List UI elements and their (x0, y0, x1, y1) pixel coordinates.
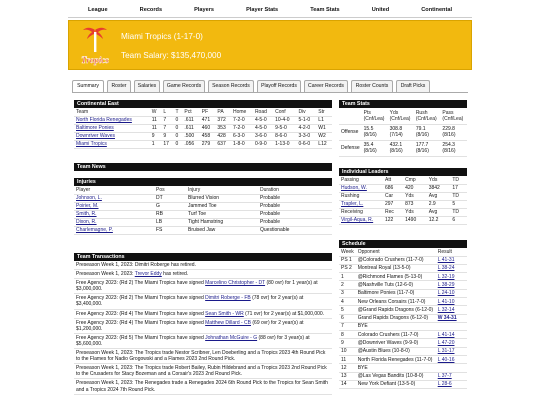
player-link[interactable]: Charlemagne, P. (76, 226, 113, 233)
transactions-panel (74, 253, 332, 395)
cell: New York Defiant (13-5-0) (356, 380, 436, 388)
table-row (74, 210, 332, 218)
team-stats-title: Team Stats (339, 100, 467, 108)
cell: 686 (383, 184, 403, 192)
transaction-text: Free Agency 2023: (Rd 5) The Miami Tropics have signed (76, 334, 206, 341)
cell (436, 322, 467, 330)
injuries-table (74, 186, 332, 235)
col-header: Car (383, 192, 403, 200)
cell: @Austin Blues (10-8-0) (356, 347, 436, 355)
cell: Jammed Toe (186, 202, 258, 210)
col-header: Injury (186, 186, 258, 194)
cell: .500 (182, 132, 199, 140)
cell: 308.8 (7/14) (388, 124, 414, 140)
cell: 432.1 (8/16) (388, 140, 414, 156)
col-header: Result (436, 248, 467, 256)
table-row (339, 140, 467, 156)
player-link[interactable]: Hudson, W. (341, 184, 367, 191)
nav-player-stats[interactable]: Player Stats (246, 7, 279, 13)
cell: Tight Hamstring (186, 218, 258, 226)
transaction-text: (71 ovr) for 2 year(s) at $1,000,000. (243, 310, 325, 317)
cell: 12 (339, 364, 356, 372)
col-header: TD (450, 176, 467, 184)
col-header: L (161, 108, 173, 116)
cell: Grand Rapids Dragons (6-12-0) (356, 314, 436, 322)
cell: 13 (339, 372, 356, 380)
table-row (339, 314, 467, 322)
cell: Defense (339, 140, 362, 156)
col-header: TD (450, 208, 467, 216)
cell: @Colorado Crushers (11-7-0) (356, 256, 436, 264)
cell: .056 (182, 140, 199, 148)
cell: 10 (339, 347, 356, 355)
standings-panel (74, 100, 332, 149)
cell: 122 (383, 216, 403, 224)
leader-category: Receiving (339, 208, 383, 216)
cell: 428 (215, 132, 231, 140)
tab-playoff-records[interactable]: Playoff Records (257, 80, 301, 92)
schedule-title: Schedule (339, 240, 467, 248)
cell: @Grand Rapids Dragons (6-12-0) (356, 306, 436, 314)
col-header: Duration (258, 186, 332, 194)
cell: 3-6-0 (253, 132, 273, 140)
cell: Baltimore Ponies (11-7-0) (356, 289, 436, 297)
cell: 14 (339, 380, 356, 388)
transaction-text: Free Agency 2023: (Rd 4) The Miami Tropics have signed (76, 319, 206, 326)
transaction-text: Preseason Week 1, 2023: The Tropics trade Robert Bailey, Rubin Hildebrand and a Tropics 2023 2nd Round Pick to the Crusaders for Stacy Bozeman and a Corsair's 2023 2nd Round Pick. (76, 365, 327, 378)
transaction-item (74, 364, 332, 379)
cell: DT (154, 194, 186, 202)
cell: North Florida Renegades (11-7-0) (356, 356, 436, 364)
cell: 1490 (403, 216, 427, 224)
cell: Probable (258, 210, 332, 218)
leader-category: Passing (339, 176, 383, 184)
cell: Blurred Vision (186, 194, 258, 202)
table-row (74, 194, 332, 202)
result-link[interactable]: L 32-14 (437, 306, 455, 313)
col-header: Div (296, 108, 316, 116)
transaction-text: Free Agency 2023: (Rd 2) The Miami Tropics have signed (76, 295, 206, 302)
col-header: Str (316, 108, 332, 116)
cell: 5-1-0 (296, 116, 316, 124)
transaction-item (74, 319, 332, 334)
col-header: PA (215, 108, 231, 116)
team-link[interactable]: Miami Tropics (76, 140, 107, 147)
cell: 7 (161, 124, 173, 132)
col-header: Yds (403, 208, 427, 216)
cell: 873 (403, 200, 427, 208)
col-header: Opponent (356, 248, 436, 256)
col-header: Pts (Cnf/Lea) (362, 108, 388, 124)
cell: 6 (339, 314, 356, 322)
cell: 4-5-0 (253, 124, 273, 132)
player-link[interactable]: Dimitri Roberge - FB (205, 295, 251, 302)
result-link[interactable]: L 38-29 (437, 281, 455, 288)
table-row (339, 264, 467, 272)
col-header: Rush (Cnf/Lea) (414, 108, 441, 124)
leaders-table (339, 176, 467, 225)
result-link[interactable]: W 34-31 (437, 315, 457, 322)
result-link[interactable]: L 24-10 (437, 290, 455, 297)
cell: 254.3 (8/16) (440, 140, 467, 156)
cell: 79.1 (8/16) (414, 124, 441, 140)
cell: 1-13-0 (273, 140, 296, 148)
cell: 5 (450, 200, 467, 208)
news-panel (74, 163, 332, 235)
tab-summary[interactable]: Summary (72, 80, 104, 92)
cell: 7-2-0 (231, 116, 253, 124)
nav-united[interactable]: United (371, 7, 390, 13)
transaction-text: Preseason Week 1, 2023: Dimitri Roberge has retired. (76, 262, 196, 268)
leader-category: Rushing (339, 192, 383, 200)
cell: 279 (200, 140, 216, 148)
cell: 5 (339, 306, 356, 314)
col-header: Avg (427, 192, 451, 200)
table-row (339, 339, 467, 347)
transaction-item (74, 379, 332, 394)
tab-game-records[interactable]: Game Records (163, 80, 205, 92)
cell: PS 2 (339, 264, 356, 272)
team-news-title: Team News (74, 163, 332, 171)
col-header: Week (341, 248, 354, 255)
transaction-item (74, 261, 332, 270)
cell: W1 (316, 124, 332, 132)
nav-players[interactable]: Players (194, 7, 215, 13)
top-nav (68, 4, 472, 18)
col-header: Pct (182, 108, 199, 116)
nav-team-stats[interactable]: Team Stats (310, 7, 340, 13)
cell: 637 (215, 140, 231, 148)
col-header: PF (200, 108, 216, 116)
cell: PS 1 (339, 256, 356, 264)
nav-league[interactable]: League (88, 7, 108, 13)
svg-text:Tropics: Tropics (81, 55, 109, 65)
cell: Offense (339, 124, 362, 140)
player-link[interactable]: Marcelino Christopher - DT (205, 280, 266, 287)
result-link[interactable]: L 37-7 (437, 373, 452, 380)
cell: RB (154, 210, 186, 218)
injuries-title: Injuries (74, 178, 332, 186)
table-row (339, 322, 467, 330)
tab-roster-counts[interactable]: Roster Counts (351, 80, 393, 92)
col-header: Rec (383, 208, 403, 216)
transaction-item (74, 310, 332, 319)
cell: 177.7 (8/16) (414, 140, 441, 156)
standings-title: Continental East (74, 100, 332, 108)
cell: 458 (200, 132, 216, 140)
cell: 10-4-0 (273, 116, 296, 124)
transaction-text: has retired. (161, 271, 189, 278)
table-row (339, 331, 467, 339)
col-header: Cmp (403, 176, 427, 184)
player-link[interactable]: Matthew Dillard - CB (205, 319, 251, 326)
table-row (339, 273, 467, 281)
cell: G (154, 202, 186, 210)
player-link[interactable]: Sean Smith - WR (205, 310, 244, 317)
cell: Questionable (258, 226, 332, 234)
cell: L1 (316, 116, 332, 124)
transaction-text: Free Agency 2023: (Rd 2) The Miami Tropics have signed (76, 280, 206, 287)
cell: 1 (150, 140, 162, 148)
cell: 9 (150, 132, 162, 140)
transaction-item (74, 294, 332, 309)
transaction-text: Preseason Week 1, 2023: The Tropics trade Nestor Scribner, Len Doeberling and a Tropics 2023 4th Round Pick to the Flames for Nadio Grogowski and a Flames 2023 2nd Round Pick. (76, 350, 326, 363)
cell (436, 364, 467, 372)
team-stats-panel (339, 100, 467, 157)
player-link[interactable]: Johnathan McGuire - G (205, 334, 258, 341)
cell: 0 (173, 140, 182, 148)
col-header (339, 108, 362, 124)
transaction-item (74, 270, 332, 279)
cell: @Richmond Flames (5-13-0) (356, 273, 436, 281)
cell: W2 (316, 132, 332, 140)
player-link[interactable]: Dixon, R. (76, 218, 97, 225)
team-link[interactable]: Baltimore Ponies (76, 124, 114, 131)
cell: 7 (161, 116, 173, 124)
cell: 3842 (427, 184, 451, 192)
team-link[interactable]: Downriver Waves (76, 132, 115, 139)
cell: 11 (150, 124, 162, 132)
cell: 11 (339, 356, 356, 364)
result-link[interactable]: L 47-20 (437, 339, 455, 346)
player-link[interactable]: Smith, R. (76, 210, 97, 217)
col-header: Player (74, 186, 154, 194)
transaction-item (74, 279, 332, 294)
cell: 17 (161, 140, 173, 148)
table-row (339, 184, 467, 192)
table-row (339, 124, 467, 140)
cell: 35.4 (8/16) (362, 140, 388, 156)
col-header: Yds (427, 176, 451, 184)
result-link[interactable]: L 38-24 (437, 265, 455, 272)
col-header: Yds (403, 192, 427, 200)
table-row (339, 200, 467, 208)
standings-table (74, 108, 332, 149)
player-link[interactable]: Trevor Eddy (134, 271, 162, 278)
team-logo (78, 24, 112, 68)
table-row (339, 289, 467, 297)
cell: 4-2-0 (296, 124, 316, 132)
cell: BYE (356, 364, 436, 372)
cell: 8 (339, 331, 356, 339)
table-row (74, 140, 332, 148)
leaders-title: Individual Leaders (339, 168, 467, 176)
cell: 0 (173, 124, 182, 132)
table-row (339, 297, 467, 305)
cell: 7-2-0 (231, 124, 253, 132)
tab-draft-picks[interactable]: Draft Picks (396, 80, 430, 92)
tab-bar (72, 80, 468, 92)
nav-records[interactable]: Records (139, 7, 163, 13)
cell: 3 (339, 289, 356, 297)
tab-divider (72, 92, 468, 93)
cell: 3-3-0 (296, 132, 316, 140)
cell: Turf Toe (186, 210, 258, 218)
cell: 372 (215, 116, 231, 124)
player-link[interactable]: Virgil-Aqua, R. (341, 216, 374, 223)
result-link[interactable]: L 41-14 (437, 331, 455, 338)
cell: L12 (316, 140, 332, 148)
result-link[interactable]: L 32-19 (437, 273, 455, 280)
cell: 2.9 (427, 200, 451, 208)
table-row (339, 256, 467, 264)
cell: @Las Vegas Bandits (10-8-0) (356, 372, 436, 380)
cell: 353 (215, 124, 231, 132)
cell: FS (154, 226, 186, 234)
table-row (339, 216, 467, 224)
transaction-text: (69 ovr) for 2 year(s) at $1,200,000. (76, 319, 304, 332)
tab-season-records[interactable]: Season Records (208, 80, 254, 92)
cell: BYE (356, 322, 436, 330)
col-header: Att (383, 176, 403, 184)
cell: 229.8 (8/16) (440, 124, 467, 140)
cell: 6 (450, 216, 467, 224)
cell: Bruised Jaw (186, 226, 258, 234)
table-row (339, 306, 467, 314)
table-row (339, 364, 467, 372)
col-header: Team (74, 108, 150, 116)
col-header: Yds (Cnf/Lea) (388, 108, 414, 124)
cell: 1 (339, 273, 356, 281)
tab-salaries[interactable]: Salaries (134, 80, 160, 92)
team-title: Miami Tropics (1-17-0) (121, 32, 203, 41)
col-header: Road (253, 108, 273, 116)
team-banner (68, 20, 472, 70)
cell: 17 (450, 184, 467, 192)
cell: 7 (339, 322, 356, 330)
player-link[interactable]: Johnson, L. (76, 194, 102, 201)
cell: 8-6-0 (273, 132, 296, 140)
table-row (74, 202, 332, 210)
cell: 420 (403, 184, 427, 192)
cell: Colorado Crushers (11-7-0) (356, 331, 436, 339)
transactions-title: Team Transactions (74, 253, 332, 261)
tab-roster[interactable]: Roster (107, 80, 131, 92)
col-header: W (150, 108, 162, 116)
cell: 6-3-0 (231, 132, 253, 140)
cell: Probable (258, 194, 332, 202)
cell: .611 (182, 124, 199, 132)
transaction-text: Free Agency 2023: (Rd 4) The Miami Tropics have signed (76, 310, 206, 317)
transaction-item (74, 349, 332, 364)
cell: Probable (258, 202, 332, 210)
cell: @Downriver Waves (9-9-0) (356, 339, 436, 347)
table-row (339, 281, 467, 289)
cell: 0-9-0 (253, 140, 273, 148)
cell: 4 (339, 297, 356, 305)
cell: 4-5-0 (253, 116, 273, 124)
cell: 1-8-0 (231, 140, 253, 148)
player-link[interactable]: Trapler, L. (341, 200, 364, 207)
col-header: Pass (Cnf/Lea) (440, 108, 467, 124)
cell: Probable (258, 218, 332, 226)
cell: 15.5 (8/16) (362, 124, 388, 140)
team-link[interactable]: North Florida Renegades (76, 116, 132, 123)
table-row (74, 124, 332, 132)
cell: 12.2 (427, 216, 451, 224)
leaders-panel (339, 168, 467, 225)
transaction-text: (88 ovr) for 3 year(s) at $5,600,000. (76, 334, 310, 347)
transaction-text: Preseason Week 1, 2023: The Renegades trade a Renegades 2024 6th Round Pick to the Tropics for Sean Smith and a Tropics 2024 7th Round Pick. (76, 380, 328, 393)
col-header: TD (450, 192, 467, 200)
result-link[interactable]: L 41-10 (437, 298, 455, 305)
col-header: T (173, 108, 182, 116)
result-link[interactable]: L 31-17 (437, 348, 455, 355)
table-row (74, 132, 332, 140)
result-link[interactable]: L 28-6 (437, 381, 452, 388)
transaction-text: (80 ovr) for 1 year(s) at $3,000,000. (76, 280, 318, 293)
schedule-panel (339, 240, 467, 389)
cell: New Orleans Corsairs (11-7-0) (356, 297, 436, 305)
cell: @Nashville Tuts (12-6-0) (356, 281, 436, 289)
cell: 9-5-0 (273, 124, 296, 132)
result-link[interactable]: L 41-31 (437, 257, 455, 264)
player-link[interactable]: Poirier, M. (76, 202, 99, 209)
transaction-text: (78 ovr) for 2 year(s) at $3,400,000. (76, 295, 304, 308)
tab-career-records[interactable]: Career Records (304, 80, 348, 92)
table-row (74, 218, 332, 226)
col-header: Pos (154, 186, 186, 194)
table-row (339, 380, 467, 388)
cell: 0 (173, 132, 182, 140)
cell: 297 (383, 200, 403, 208)
cell: 0 (173, 116, 182, 124)
cell: LB (154, 218, 186, 226)
nav-continental[interactable]: Continental (421, 7, 452, 13)
transaction-item (74, 334, 332, 349)
table-row (74, 226, 332, 234)
cell: 2 (339, 281, 356, 289)
col-header: Home (231, 108, 253, 116)
team-stats-table (339, 108, 467, 157)
table-row (339, 356, 467, 364)
cell: 9 (161, 132, 173, 140)
table-row (74, 116, 332, 124)
cell: 0-6-0 (296, 140, 316, 148)
col-header: Avg (427, 208, 451, 216)
cell: 9 (339, 339, 356, 347)
transaction-text: Preseason Week 1, 2023: (76, 271, 135, 278)
table-row (339, 347, 467, 355)
team-salary: Team Salary: $135,470,000 (121, 51, 222, 60)
cell: 471 (200, 116, 216, 124)
cell: Montreal Royal (13-5-0) (356, 264, 436, 272)
cell: .611 (182, 116, 199, 124)
col-header: Conf (273, 108, 296, 116)
result-link[interactable]: L 40-16 (437, 356, 455, 363)
table-row (339, 372, 467, 380)
cell: 460 (200, 124, 216, 132)
schedule-table (339, 248, 467, 389)
cell: 11 (150, 116, 162, 124)
